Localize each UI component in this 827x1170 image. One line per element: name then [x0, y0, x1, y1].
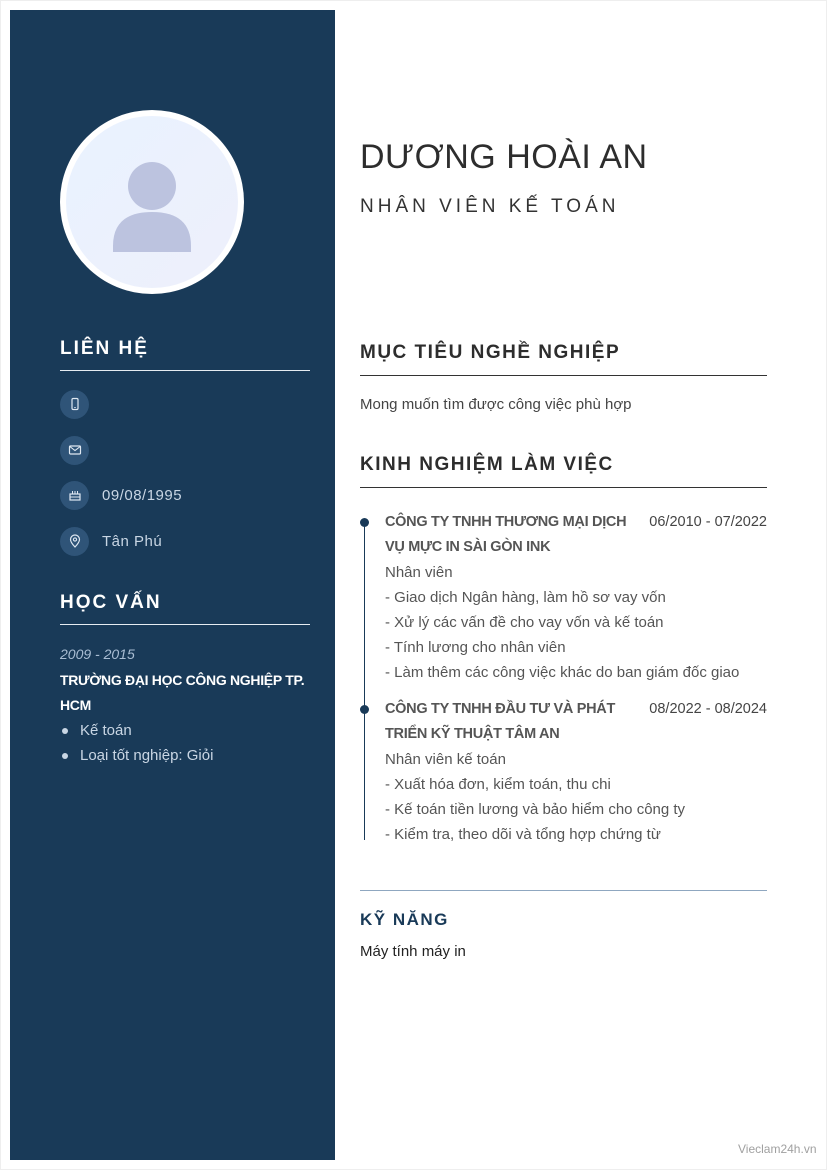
person-placeholder-icon: [66, 116, 238, 288]
candidate-title: NHÂN VIÊN KẾ TOÁN: [360, 196, 620, 217]
company-name: CÔNG TY TNHH ĐẦU TƯ VÀ PHÁT TRIỂN KỸ THUẬT TÂM AN: [385, 701, 616, 742]
watermark: Vieclam24h.vn: [738, 1142, 817, 1156]
experience-item: [385, 510, 767, 685]
contact-address: [60, 526, 162, 556]
education-details: [60, 718, 213, 768]
address-text: Tân Phú: [102, 532, 163, 550]
birthday-text: 09/08/1995: [102, 486, 183, 504]
experience-heading: KINH NGHIỆM LÀM VIỆC: [360, 454, 767, 488]
list-item: Kế toán: [60, 718, 213, 743]
job-duty: - Kế toán tiền lương và bảo hiểm cho công ty: [385, 801, 686, 818]
job-position: Nhân viên kế toán: [385, 751, 506, 768]
contact-email: [60, 435, 102, 465]
job-duty: - Xuất hóa đơn, kiểm toán, thu chi: [385, 776, 611, 793]
email-icon: [60, 436, 89, 465]
avatar: [60, 110, 244, 294]
company-name: CÔNG TY TNHH THƯƠNG MẠI DỊCH VỤ MỰC IN SÀI GÒN INK: [385, 514, 627, 555]
location-pin-icon: [60, 527, 89, 556]
education-heading: HỌC VẤN: [60, 592, 310, 625]
contact-phone: [60, 389, 102, 419]
job-period: 08/2022 - 08/2024: [649, 701, 767, 717]
timeline-line: [364, 522, 365, 840]
experience-item: [385, 697, 767, 847]
timeline-dot: [360, 518, 369, 527]
section-divider: [360, 890, 767, 891]
skills-heading: KỸ NĂNG: [360, 910, 449, 929]
contact-heading: LIÊN HỆ: [60, 338, 310, 371]
job-duty: - Giao dịch Ngân hàng, làm hồ sơ vay vốn: [385, 589, 666, 606]
candidate-name: DƯƠNG HOÀI AN: [360, 138, 648, 176]
phone-icon: [60, 390, 89, 419]
job-period: 06/2010 - 07/2022: [649, 514, 767, 530]
job-duty: - Xử lý các vấn đề cho vay vốn và kế toán: [385, 614, 664, 631]
list-item: Loại tốt nghiệp: Giỏi: [60, 743, 213, 768]
timeline-dot: [360, 705, 369, 714]
job-duty: - Tính lương cho nhân viên: [385, 639, 566, 656]
job-duty: - Làm thêm các công việc khác do ban giám đốc giao: [385, 664, 740, 681]
cake-icon: [60, 481, 89, 510]
objective-text: Mong muốn tìm được công việc phù hợp: [360, 396, 632, 413]
contact-birthday: [60, 480, 182, 510]
education-period: 2009 - 2015: [60, 646, 135, 662]
skills-text: Máy tính máy in: [360, 943, 466, 960]
job-duty: - Kiểm tra, theo dõi và tổng hợp chứng từ: [385, 826, 661, 843]
education-school: TRƯỜNG ĐẠI HỌC CÔNG NGHIỆP TP. HCM: [60, 672, 305, 713]
objective-heading: MỤC TIÊU NGHỀ NGHIỆP: [360, 342, 767, 376]
job-position: Nhân viên: [385, 564, 453, 581]
